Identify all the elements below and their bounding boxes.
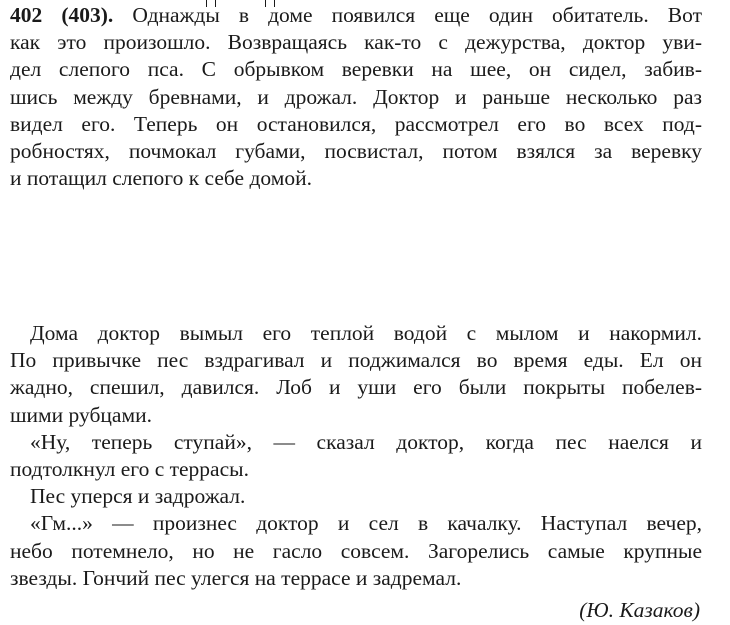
text-line: звезды. Гончий пес улегся на террасе и задремал. bbox=[10, 565, 462, 590]
text-line: Дома доктор вымыл его теплой водой с мылом и накормил. bbox=[30, 321, 702, 345]
text-line: шись между бревнами, и дрожал. Доктор и раньше несколько раз bbox=[10, 84, 702, 109]
text-line: По привычке пес вздрагивал и поджимался во время еды. Ел он bbox=[10, 348, 702, 373]
text-line: дел слепого пса. С обрывком веревки на шее, он сидел, забив- bbox=[10, 57, 702, 82]
text-line: как это произошло. Возвращаясь как-то с дежурства, доктор уви- bbox=[10, 30, 702, 55]
bracket-mark bbox=[265, 0, 275, 7]
continuation-text bbox=[10, 320, 702, 592]
text-line: и потащил слепого к себе домой. bbox=[10, 166, 312, 191]
text-line: Пес уперся и задрожал. bbox=[30, 484, 246, 509]
text-fragment: Однажды в доме появился еще один обитатель. Вот bbox=[113, 3, 702, 27]
text-line: шими рубцами. bbox=[10, 402, 152, 427]
text-line bbox=[10, 2, 702, 29]
bracket-mark bbox=[206, 0, 216, 7]
text-line: «Ну, теперь ступай», — сказал доктор, когда пес наелся и bbox=[30, 429, 702, 454]
text-line: жадно, спешил, давился. Лоб и уши его были покрыты побелев- bbox=[10, 375, 702, 400]
author-attribution: (Ю. Казаков) bbox=[579, 598, 700, 622]
text-line: видел его. Теперь он остановился, рассмотрел его во всех под- bbox=[10, 111, 702, 136]
text-line: «Гм...» — произнес доктор и сел в качалку. Наступал вечер, bbox=[30, 511, 702, 536]
text-line: подтолкнул его с террасы. bbox=[10, 456, 249, 481]
text-line: небо потемнело, но не гасло совсем. Загорелись самые крупные bbox=[10, 538, 702, 563]
exercise-text bbox=[10, 2, 702, 192]
exercise-number: 402 (403). bbox=[10, 3, 114, 27]
text-line: робностях, почмокал губами, посвистал, потом взялся за веревку bbox=[10, 138, 702, 163]
